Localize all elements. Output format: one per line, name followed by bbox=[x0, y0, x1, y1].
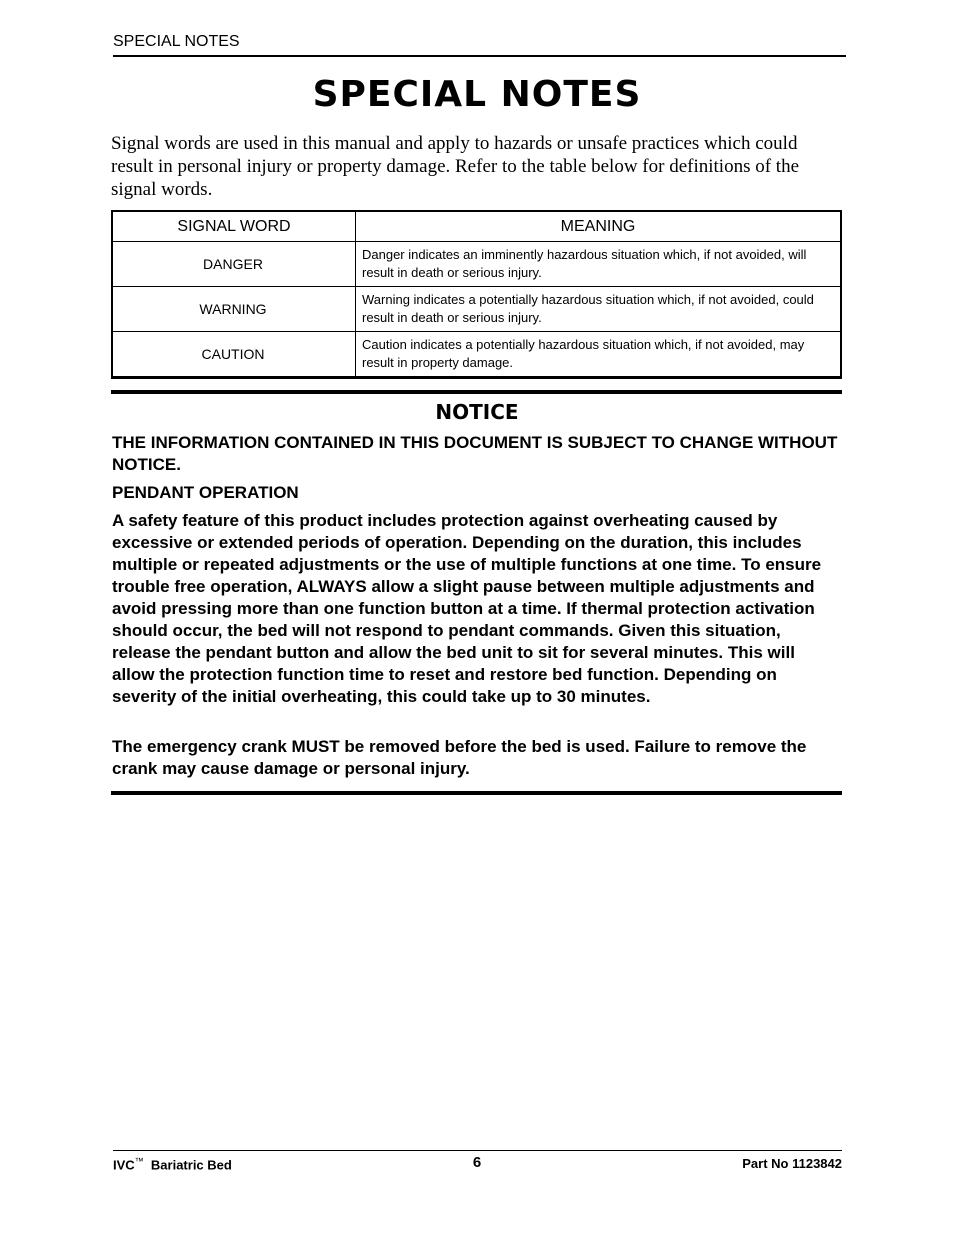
table-row bbox=[112, 287, 841, 332]
column-header-meaning: MEANING bbox=[356, 211, 842, 242]
pendant-operation-heading: PENDANT OPERATION bbox=[112, 483, 299, 502]
page-number: 6 bbox=[472, 1154, 482, 1171]
notice-heading: NOTICE bbox=[435, 400, 519, 424]
signal-word-cell: DANGER bbox=[112, 242, 356, 287]
table-row bbox=[112, 332, 841, 378]
part-number: Part No 1123842 bbox=[742, 1156, 842, 1171]
notice-top-rule bbox=[111, 390, 842, 394]
header-rule bbox=[113, 55, 846, 57]
trademark-symbol: ™ bbox=[134, 1156, 144, 1166]
header-section-label: SPECIAL NOTES bbox=[113, 33, 240, 50]
emergency-crank-warning: The emergency crank MUST be removed before the bed is used. Failure to remove the crank may cause damage or personal injury. bbox=[112, 737, 807, 778]
meaning-cell: Danger indicates an imminently hazardous situation which, if not avoided, will result in death or serious injury. bbox=[356, 242, 842, 287]
signal-word-cell: WARNING bbox=[112, 287, 356, 332]
table-row bbox=[112, 242, 841, 287]
footer-rule bbox=[113, 1150, 842, 1151]
meaning-cell: Caution indicates a potentially hazardous situation which, if not avoided, may result in property damage. bbox=[356, 332, 842, 378]
subject-to-change-notice: THE INFORMATION CONTAINED IN THIS DOCUMENT IS SUBJECT TO CHANGE WITHOUT NOTICE. bbox=[112, 433, 838, 474]
signal-word-table bbox=[111, 210, 842, 379]
intro-paragraph: Signal words are used in this manual and apply to hazards or unsafe practices which could result in personal injury or property damage. Refer to the table below for definitions of the signal words. bbox=[111, 133, 800, 200]
signal-word-cell: CAUTION bbox=[112, 332, 356, 378]
footer-brand: IVC bbox=[113, 1157, 135, 1173]
pendant-operation-text: A safety feature of this product includes protection against overheating caused by excessive or extended periods of operation. Depending on the duration, this includes multiple or repeated adjustments or the use of multiple functions at one time. To ensure trouble free operation, ALWAYS allow a slight pause between multiple adjustments and avoid pressing more than one function button at a time. If thermal protection activation should occur, the bed will not respond to pendant commands. Given this situation, release the pendant button and allow the bed unit to sit for several minutes. This will allow the protection function time to reset and restore bed function. Depending on severity of the initial overheating, this could take up to 30 minutes. bbox=[112, 511, 822, 706]
meaning-cell: Warning indicates a potentially hazardous situation which, if not avoided, could result in death or serious injury. bbox=[356, 287, 842, 332]
column-header-signal-word: SIGNAL WORD bbox=[112, 211, 356, 242]
notice-bottom-rule bbox=[111, 791, 842, 795]
page-title: SPECIAL NOTES bbox=[312, 74, 642, 115]
footer-product: Bariatric Bed bbox=[150, 1157, 232, 1173]
table-header-row bbox=[112, 211, 841, 242]
